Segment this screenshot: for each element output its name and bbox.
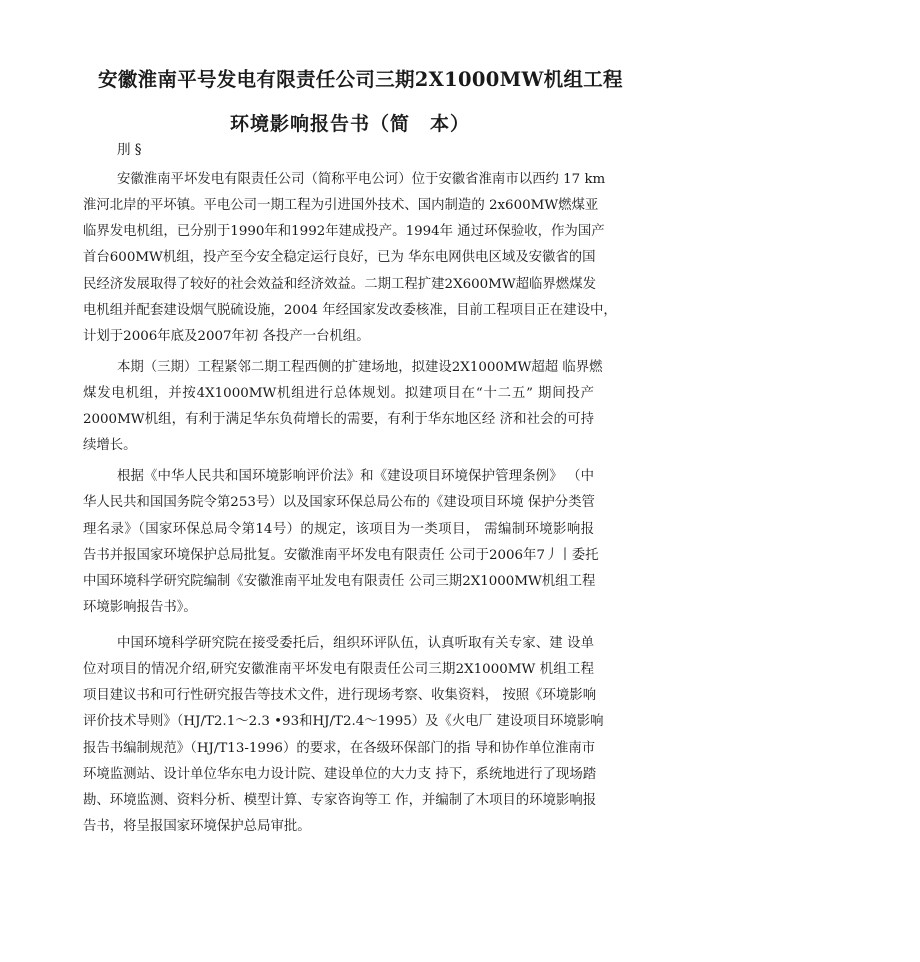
paragraph-line: 淮河北岸的平坏镇。平电公司一期工程为引进国外技术、国内制造的 2x600MW燃煤亚 bbox=[83, 198, 599, 213]
paragraph-line: 电机组并配套建设烟气脱硫设施，2004 年经国家发改委核准，目前工程项目正在建设中， bbox=[83, 303, 617, 318]
paragraph-line: 理名录》（国家环保总局令第14号）的规定，该项目为一类项目， 需编制环境影响报 bbox=[83, 522, 594, 537]
paragraph-line: 中国环境科学研究院编制《安徽淮南平址发电有限责任 公司三期2X1000MW机组工程 bbox=[83, 574, 596, 589]
paragraph-line: 勘、环境监测、资料分析、模型计算、专家咨询等工 作，并编制了木项目的环境影响报 bbox=[83, 793, 597, 808]
paragraph-line: 本期（三期）工程紧邻二期工程西侧的扩建场地，拟建设2X1000MW超超 临界燃 bbox=[117, 360, 603, 375]
paragraph-line: 临界发电机组，已分别于1990年和1992年建成投产。1994年 通过环保验收，作为国产 bbox=[83, 224, 605, 239]
paragraph-line: 位对项目的情况介绍,研究安徽淮南平坏发电有限责任公司三期2X1000MW 机组工程 bbox=[83, 662, 594, 677]
paragraph-line: 环境监测站、设计单位华东电力设计院、建设单位的大力支 持下，系统地进行了现场踏 bbox=[83, 767, 597, 782]
paragraph-line: 华人民共和国国务院令第253号）以及国家环保总局公布的《建设项目环境 保护分类管 bbox=[83, 495, 595, 510]
paragraph-line: 中国环境科学研究院在接受委托后，组织环评队伍，认真听取有关专家、建 设单 bbox=[117, 636, 594, 651]
paragraph-line: 评价技术导则》（HJ/T2.1～2.3 •93和HJ/T2.4～1995）及《火电厂 建设项目环境影响 bbox=[83, 714, 604, 729]
paragraph-line: 安徽淮南平坏发电有限责任公司（简称平电公诃）位于安徽省淮南市以西约 17 km bbox=[117, 172, 606, 187]
paragraph-line: 首台600MW机组，投产至今安全稳定运行良好，已为 华东电网供电区域及安徽省的国 bbox=[83, 250, 596, 265]
document-title: 安徽淮南平号发电有限责任公司三期2X1000MW机组工程 bbox=[98, 68, 623, 91]
paragraph-line: 报告书编制规范》（HJ/T13-1996）的要求，在各级环保部门的指 导和协作单位淮南市 bbox=[83, 741, 596, 756]
section-label: 刖 § bbox=[117, 142, 142, 158]
paragraph-line: 民经济发展取得了较好的社会效益和经济效益。二期工程扩建2X600MW超临界燃煤发 bbox=[83, 277, 596, 292]
paragraph-line: 2000MW机组，有利于满足华东负荷增长的需要，有利于华东地区经 济和社会的可持 bbox=[83, 412, 594, 427]
paragraph-line: 环境影响报告书》。 bbox=[83, 600, 197, 615]
paragraph-line: 告书并报国家环境保护总局批复。安徽淮南平坏发电有限责任 公司于2006年7丿丨委托 bbox=[83, 548, 599, 563]
document-subtitle: 环境影响报告书（简 本） bbox=[230, 113, 471, 135]
paragraph-line: 煤发电机组，并按4X1000MW机组进行总体规划。拟建项目在“十二五” 期间投产 bbox=[83, 386, 594, 401]
paragraph-line: 续增长。 bbox=[83, 438, 137, 453]
paragraph-line: 根据《中华人民共和国环境影响评价法》和《建设项目环境保护管理条例》 （中 bbox=[117, 469, 594, 484]
paragraph-line: 告书，将呈报国家环境保护总局审批。 bbox=[83, 819, 311, 834]
paragraph-line: 项目建议书和可行性研究报告等技术文件，进行现场考察、收集资料， 按照《环境影响 bbox=[83, 688, 597, 703]
paragraph-line: 计划于2006年底及2007年初 各投产一台机组。 bbox=[83, 329, 370, 344]
